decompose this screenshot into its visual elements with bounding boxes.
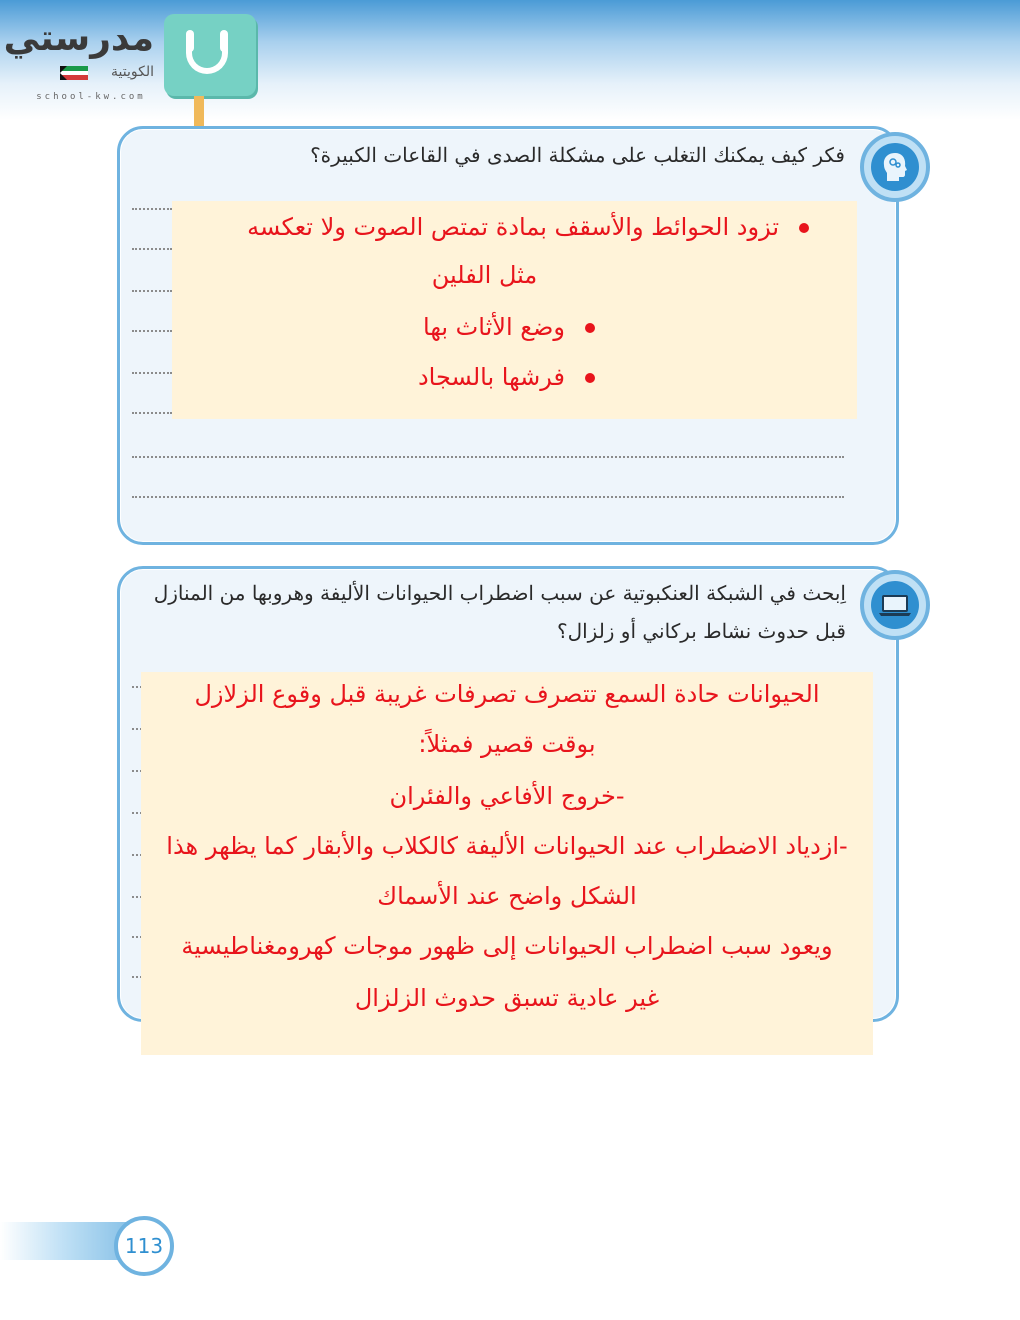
bullet-icon xyxy=(799,223,809,233)
answer-line xyxy=(132,372,172,374)
logo-bookmark-icon xyxy=(194,96,204,130)
laptop-screen-icon xyxy=(878,595,912,617)
laptop-icon xyxy=(860,570,930,640)
answer-1-line: مثل الفلين xyxy=(431,261,538,289)
answer-2-box xyxy=(141,672,873,1055)
question-1-text: فكر كيف يمكنك التغلب على مشكلة الصدى في القاعات الكبيرة؟ xyxy=(310,143,845,167)
logo-name: مدرستي xyxy=(3,18,154,59)
question-2-line-1: اِبحث في الشبكة العنكبوتية عن سبب اضطراب الحيوانات الأليفة وهروبها من المنازل xyxy=(153,581,846,605)
answer-1-line: فرشها بالسجاد xyxy=(418,363,595,391)
answer-line xyxy=(132,290,172,292)
answer-2-line: الحيوانات حادة السمع تتصرف تصرفات غريبة قبل وقوع الزلازل xyxy=(194,680,820,708)
logo-subtitle: الكويتية xyxy=(111,64,154,80)
logo-book-icon xyxy=(164,14,256,96)
logo-url: school-kw.com xyxy=(36,92,146,102)
answer-line xyxy=(132,330,172,332)
answer-2-line: ويعود سبب اضطراب الحيوانات إلى ظهور موجات كهرومغناطيسية xyxy=(181,932,833,960)
answer-line xyxy=(132,208,172,210)
answer-2-line: -خروج الأفاعي والفئران xyxy=(389,782,625,810)
answer-line xyxy=(132,248,172,250)
page-number: 113 xyxy=(114,1216,174,1276)
answer-line xyxy=(132,412,172,414)
answer-2-line: بوقت قصير فمثلاً: xyxy=(418,730,596,758)
answer-2-line: الشكل واضح عند الأسماك xyxy=(377,882,637,910)
answer-1-line: وضع الأثاث بها xyxy=(423,313,595,341)
answer-2-line: غير عادية تسبق حدوث الزلزال xyxy=(354,984,660,1012)
thinking-head-icon xyxy=(860,132,930,202)
answer-1-box xyxy=(172,201,857,419)
question-2-text xyxy=(130,574,846,650)
head-silhouette-icon xyxy=(882,152,908,182)
answer-line xyxy=(132,496,844,498)
answer-1-line: تزود الحوائط والأسقف بمادة تمتص الصوت ولا تعكسه xyxy=(247,213,809,241)
bullet-icon xyxy=(585,323,595,333)
bullet-icon xyxy=(585,373,595,383)
question-2-line-2: قبل حدوث نشاط بركاني أو زلزال؟ xyxy=(556,619,846,643)
answer-2-line: -ازدياد الاضطراب عند الحيوانات الأليفة كالكلاب والأبقار كما يظهر هذا xyxy=(166,832,848,860)
kuwait-flag-icon xyxy=(60,66,88,80)
answer-line xyxy=(132,456,844,458)
